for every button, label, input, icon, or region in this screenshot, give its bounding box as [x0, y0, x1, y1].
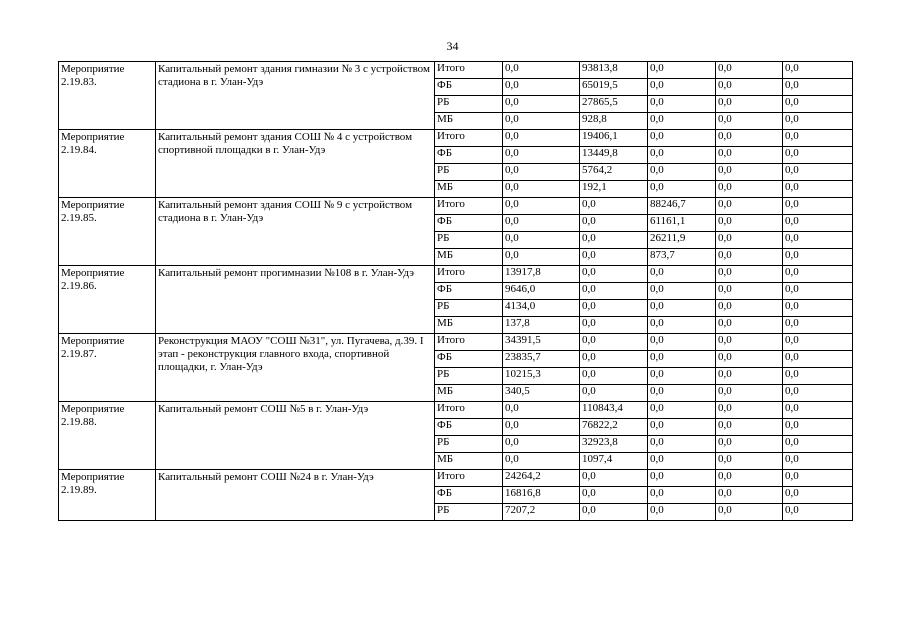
- amount-cell: 0,0: [503, 164, 580, 181]
- amount-cell: 0,0: [716, 113, 783, 130]
- amount-cell: 0,0: [716, 317, 783, 334]
- amount-cell: 13917,8: [503, 266, 580, 283]
- amount-cell: 0,0: [503, 232, 580, 249]
- amount-cell: 0,0: [503, 419, 580, 436]
- amount-cell: 0,0: [783, 504, 853, 521]
- amount-cell: 88246,7: [648, 198, 716, 215]
- amount-cell: 0,0: [716, 249, 783, 266]
- funding-source-cell: ФБ: [435, 79, 503, 96]
- amount-cell: 0,0: [580, 300, 648, 317]
- amount-cell: 0,0: [648, 436, 716, 453]
- funding-source-cell: РБ: [435, 368, 503, 385]
- event-cell: Мероприятие 2.19.84.: [59, 130, 156, 198]
- amount-cell: 34391,5: [503, 334, 580, 351]
- event-cell: Мероприятие 2.19.88.: [59, 402, 156, 470]
- event-cell: Мероприятие 2.19.85.: [59, 198, 156, 266]
- budget-table-body: [59, 62, 853, 521]
- amount-cell: 0,0: [783, 215, 853, 232]
- amount-cell: 0,0: [648, 368, 716, 385]
- amount-cell: 0,0: [648, 351, 716, 368]
- amount-cell: 0,0: [783, 334, 853, 351]
- event-name-cell: Капитальный ремонт СОШ №5 в г. Улан-Удэ: [156, 402, 435, 470]
- amount-cell: 0,0: [503, 147, 580, 164]
- funding-source-cell: МБ: [435, 181, 503, 198]
- event-name-cell: Капитальный ремонт здания СОШ № 9 с устройством стадиона в г. Улан-Удэ: [156, 198, 435, 266]
- funding-source-cell: ФБ: [435, 419, 503, 436]
- amount-cell: 0,0: [716, 79, 783, 96]
- amount-cell: 0,0: [580, 368, 648, 385]
- funding-source-cell: Итого: [435, 198, 503, 215]
- amount-cell: 0,0: [648, 402, 716, 419]
- amount-cell: 0,0: [716, 266, 783, 283]
- funding-source-cell: МБ: [435, 249, 503, 266]
- amount-cell: 0,0: [503, 79, 580, 96]
- event-name-cell: Капитальный ремонт СОШ №24 в г. Улан-Удэ: [156, 470, 435, 521]
- amount-cell: 0,0: [716, 504, 783, 521]
- amount-cell: 0,0: [783, 147, 853, 164]
- amount-cell: 0,0: [716, 181, 783, 198]
- amount-cell: 0,0: [648, 334, 716, 351]
- amount-cell: 0,0: [648, 147, 716, 164]
- amount-cell: 0,0: [503, 130, 580, 147]
- amount-cell: 0,0: [716, 402, 783, 419]
- amount-cell: 0,0: [580, 249, 648, 266]
- amount-cell: 0,0: [580, 317, 648, 334]
- amount-cell: 0,0: [783, 62, 853, 79]
- amount-cell: 0,0: [716, 147, 783, 164]
- amount-cell: 0,0: [648, 130, 716, 147]
- amount-cell: 0,0: [503, 62, 580, 79]
- amount-cell: 0,0: [716, 130, 783, 147]
- amount-cell: 26211,9: [648, 232, 716, 249]
- amount-cell: 93813,8: [580, 62, 648, 79]
- amount-cell: 137,8: [503, 317, 580, 334]
- table-row: [59, 402, 853, 419]
- amount-cell: 0,0: [716, 96, 783, 113]
- funding-source-cell: Итого: [435, 334, 503, 351]
- funding-source-cell: ФБ: [435, 351, 503, 368]
- funding-source-cell: Итого: [435, 62, 503, 79]
- amount-cell: 0,0: [783, 317, 853, 334]
- amount-cell: 9646,0: [503, 283, 580, 300]
- amount-cell: 0,0: [580, 487, 648, 504]
- amount-cell: 0,0: [716, 62, 783, 79]
- amount-cell: 27865,5: [580, 96, 648, 113]
- amount-cell: 0,0: [783, 436, 853, 453]
- funding-source-cell: ФБ: [435, 147, 503, 164]
- amount-cell: 192,1: [580, 181, 648, 198]
- amount-cell: 0,0: [716, 334, 783, 351]
- amount-cell: 4134,0: [503, 300, 580, 317]
- funding-source-cell: РБ: [435, 300, 503, 317]
- amount-cell: 0,0: [783, 402, 853, 419]
- funding-source-cell: ФБ: [435, 215, 503, 232]
- amount-cell: 13449,8: [580, 147, 648, 164]
- event-cell: Мероприятие 2.19.89.: [59, 470, 156, 521]
- amount-cell: 0,0: [648, 266, 716, 283]
- event-cell: Мероприятие 2.19.83.: [59, 62, 156, 130]
- amount-cell: 0,0: [783, 470, 853, 487]
- amount-cell: 0,0: [503, 198, 580, 215]
- amount-cell: 0,0: [783, 232, 853, 249]
- event-cell: Мероприятие 2.19.86.: [59, 266, 156, 334]
- amount-cell: 0,0: [580, 198, 648, 215]
- funding-source-cell: ФБ: [435, 487, 503, 504]
- table-row: [59, 266, 853, 283]
- amount-cell: 1097,4: [580, 453, 648, 470]
- amount-cell: 0,0: [648, 181, 716, 198]
- amount-cell: 0,0: [503, 113, 580, 130]
- table-row: [59, 470, 853, 487]
- funding-source-cell: Итого: [435, 266, 503, 283]
- funding-source-cell: МБ: [435, 317, 503, 334]
- event-cell: Мероприятие 2.19.87.: [59, 334, 156, 402]
- amount-cell: 0,0: [648, 79, 716, 96]
- event-name-cell: Капитальный ремонт здания СОШ № 4 с устройством спортивной площадки в г. Улан-Удэ: [156, 130, 435, 198]
- amount-cell: 0,0: [580, 504, 648, 521]
- amount-cell: 0,0: [783, 300, 853, 317]
- funding-source-cell: Итого: [435, 402, 503, 419]
- amount-cell: 0,0: [716, 164, 783, 181]
- funding-source-cell: РБ: [435, 436, 503, 453]
- amount-cell: 0,0: [503, 249, 580, 266]
- amount-cell: 0,0: [716, 419, 783, 436]
- amount-cell: 0,0: [783, 283, 853, 300]
- amount-cell: 16816,8: [503, 487, 580, 504]
- amount-cell: 0,0: [716, 385, 783, 402]
- amount-cell: 0,0: [503, 453, 580, 470]
- amount-cell: 0,0: [783, 487, 853, 504]
- amount-cell: 0,0: [783, 130, 853, 147]
- amount-cell: 0,0: [716, 198, 783, 215]
- funding-source-cell: МБ: [435, 113, 503, 130]
- amount-cell: 0,0: [503, 96, 580, 113]
- funding-source-cell: РБ: [435, 504, 503, 521]
- amount-cell: 0,0: [580, 232, 648, 249]
- amount-cell: 0,0: [716, 300, 783, 317]
- table-row: [59, 334, 853, 351]
- page-number: 34: [446, 39, 459, 53]
- amount-cell: 24264,2: [503, 470, 580, 487]
- amount-cell: 0,0: [716, 368, 783, 385]
- amount-cell: 5764,2: [580, 164, 648, 181]
- table-row: [59, 62, 853, 79]
- amount-cell: 0,0: [716, 487, 783, 504]
- amount-cell: 0,0: [716, 453, 783, 470]
- amount-cell: 0,0: [648, 96, 716, 113]
- amount-cell: 340,5: [503, 385, 580, 402]
- amount-cell: 10215,3: [503, 368, 580, 385]
- amount-cell: 0,0: [783, 164, 853, 181]
- amount-cell: 61161,1: [648, 215, 716, 232]
- event-name-cell: Реконструкция МАОУ "СОШ №31", ул. Пугачева, д.39. I этап - реконструкция главного входа, спортивной площадки, г. Улан-Удэ: [156, 334, 435, 402]
- amount-cell: 0,0: [783, 181, 853, 198]
- amount-cell: 0,0: [648, 317, 716, 334]
- amount-cell: 0,0: [783, 368, 853, 385]
- amount-cell: 0,0: [648, 470, 716, 487]
- table-row: [59, 198, 853, 215]
- event-name-cell: Капитальный ремонт прогимназии №108 в г. Улан-Удэ: [156, 266, 435, 334]
- amount-cell: 0,0: [580, 470, 648, 487]
- amount-cell: 0,0: [783, 266, 853, 283]
- amount-cell: 873,7: [648, 249, 716, 266]
- amount-cell: 76822,2: [580, 419, 648, 436]
- amount-cell: 0,0: [503, 436, 580, 453]
- funding-source-cell: Итого: [435, 470, 503, 487]
- amount-cell: 0,0: [783, 96, 853, 113]
- amount-cell: 32923,8: [580, 436, 648, 453]
- amount-cell: 0,0: [716, 283, 783, 300]
- amount-cell: 0,0: [783, 198, 853, 215]
- amount-cell: 0,0: [648, 62, 716, 79]
- amount-cell: 0,0: [580, 385, 648, 402]
- table-row: [59, 130, 853, 147]
- funding-source-cell: Итого: [435, 130, 503, 147]
- amount-cell: 0,0: [580, 266, 648, 283]
- amount-cell: 0,0: [716, 232, 783, 249]
- funding-source-cell: РБ: [435, 164, 503, 181]
- amount-cell: 19406,1: [580, 130, 648, 147]
- amount-cell: 0,0: [716, 470, 783, 487]
- amount-cell: 0,0: [783, 113, 853, 130]
- amount-cell: 0,0: [580, 283, 648, 300]
- amount-cell: 0,0: [503, 181, 580, 198]
- amount-cell: 0,0: [648, 283, 716, 300]
- amount-cell: 65019,5: [580, 79, 648, 96]
- amount-cell: 0,0: [716, 351, 783, 368]
- amount-cell: 0,0: [716, 215, 783, 232]
- amount-cell: 0,0: [648, 164, 716, 181]
- funding-source-cell: МБ: [435, 385, 503, 402]
- amount-cell: 0,0: [648, 504, 716, 521]
- amount-cell: 0,0: [783, 453, 853, 470]
- amount-cell: 0,0: [648, 385, 716, 402]
- amount-cell: 0,0: [783, 351, 853, 368]
- amount-cell: 0,0: [648, 300, 716, 317]
- funding-source-cell: МБ: [435, 453, 503, 470]
- amount-cell: 0,0: [716, 436, 783, 453]
- amount-cell: 23835,7: [503, 351, 580, 368]
- amount-cell: 0,0: [783, 419, 853, 436]
- amount-cell: 110843,4: [580, 402, 648, 419]
- amount-cell: 0,0: [648, 419, 716, 436]
- amount-cell: 7207,2: [503, 504, 580, 521]
- amount-cell: 0,0: [503, 215, 580, 232]
- event-name-cell: Капитальный ремонт здания гимназии № 3 с устройством стадиона в г. Улан-Удэ: [156, 62, 435, 130]
- funding-source-cell: РБ: [435, 232, 503, 249]
- amount-cell: 0,0: [648, 487, 716, 504]
- amount-cell: 0,0: [783, 249, 853, 266]
- funding-source-cell: ФБ: [435, 283, 503, 300]
- amount-cell: 0,0: [648, 113, 716, 130]
- amount-cell: 0,0: [580, 334, 648, 351]
- amount-cell: 0,0: [783, 385, 853, 402]
- amount-cell: 0,0: [783, 79, 853, 96]
- amount-cell: 0,0: [580, 215, 648, 232]
- budget-table: [58, 61, 853, 521]
- amount-cell: 0,0: [648, 453, 716, 470]
- funding-source-cell: РБ: [435, 96, 503, 113]
- amount-cell: 0,0: [580, 351, 648, 368]
- amount-cell: 928,8: [580, 113, 648, 130]
- amount-cell: 0,0: [503, 402, 580, 419]
